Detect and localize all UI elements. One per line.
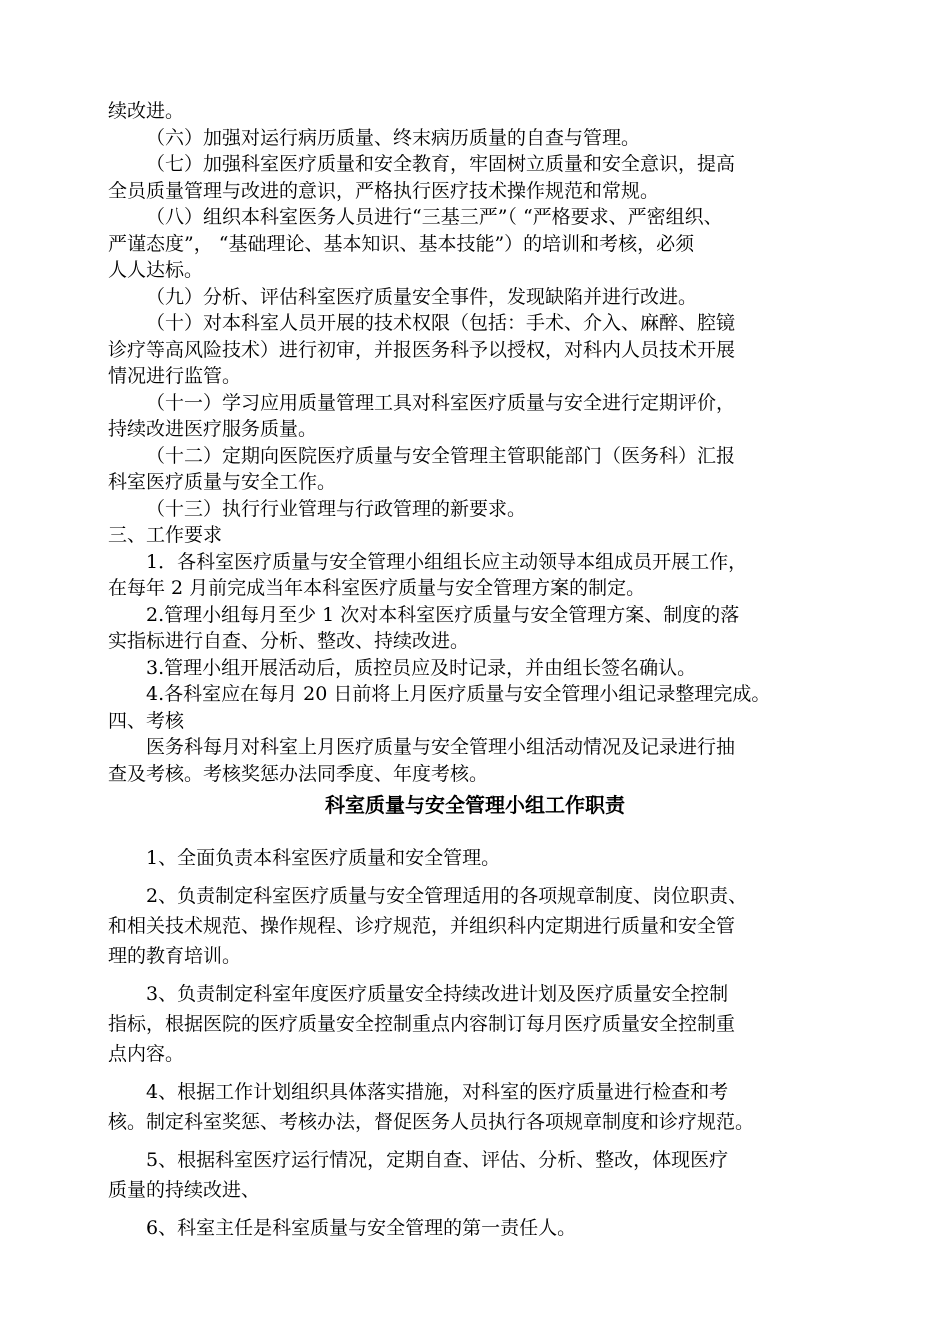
section-heading-assessment: 四、考核	[108, 709, 185, 732]
text-line: 查及考核。考核奖惩办法同季度、年度考核。	[108, 762, 489, 785]
text-line: 点内容。	[108, 1043, 185, 1065]
text-line: 人人达标。	[108, 259, 204, 281]
duty-paragraph-4	[108, 1077, 868, 1137]
text-line: 核。制定科室奖惩、考核办法，督促医务人员执行各项规章制度和诊疗规范。	[108, 1111, 755, 1133]
text-line: 和相关技术规范、操作规程、诊疗规范，并组织科内定期进行质量和安全管	[108, 915, 736, 937]
text-line: （七）加强科室医疗质量和安全教育，牢固树立质量和安全意识，提高	[146, 153, 736, 175]
text-line: 持续改进医疗服务质量。	[108, 418, 318, 440]
text-line: 严谨态度”， “基础理论、基本知识、基本技能”）的培训和考核，必须	[108, 232, 695, 255]
text-line: 情况进行监管。	[108, 365, 242, 387]
work-requirements-section	[108, 98, 868, 787]
text-line: 实指标进行自查、分析、整改、持续改进。	[108, 630, 470, 652]
text-line: （九）分析、评估科室医疗质量安全事件，发现缺陷并进行改进。	[146, 285, 698, 308]
text-line: 6、科室主任是科室质量与安全管理的第一责任人。	[146, 1217, 577, 1239]
duty-paragraph-5	[108, 1145, 868, 1205]
text-line: 2.管理小组每月至少 1 次对本科室医疗质量与安全管理方案、制度的落	[146, 603, 740, 626]
text-line: （十三）执行行业管理与行政管理的新要求。	[146, 497, 527, 520]
text-line: （十）对本科室人员开展的技术权限（包括：手术、介入、麻醉、腔镜	[146, 312, 736, 334]
duty-paragraph-2	[108, 881, 868, 971]
text-line: 3、负责制定科室年度医疗质量安全持续改进计划及医疗质量安全控制	[146, 983, 729, 1005]
text-line: （六）加强对运行病历质量、终末病历质量的自查与管理。	[146, 126, 641, 149]
duties-title: 科室质量与安全管理小组工作职责	[325, 793, 625, 817]
text-line: 科室医疗质量与安全工作。	[108, 471, 337, 493]
text-line: 续改进。	[108, 100, 185, 122]
text-line: 理的教育培训。	[108, 945, 242, 967]
text-line: （十二）定期向医院医疗质量与安全管理主管职能部门（医务科）汇报	[146, 444, 736, 467]
text-line: 4、根据工作计划组织具体落实措施，对科室的医疗质量进行检查和考	[146, 1081, 729, 1103]
text-line: 2、负责制定科室医疗质量与安全管理适用的各项规章制度、岗位职责、	[146, 885, 748, 907]
duties-section	[108, 843, 868, 1251]
text-line: 在每年 2 月前完成当年本科室医疗质量与安全管理方案的制定。	[108, 577, 646, 599]
duty-paragraph-6	[108, 1213, 868, 1243]
text-line: 质量的持续改进、	[108, 1179, 261, 1201]
duty-paragraph-3	[108, 979, 868, 1069]
text-line: （十一）学习应用质量管理工具对科室医疗质量与安全进行定期评价，	[146, 391, 736, 414]
text-line: 1、全面负责本科室医疗质量和安全管理。	[146, 847, 501, 869]
text-line: 全员质量管理与改进的意识，严格执行医疗技术操作规范和常规。	[108, 179, 660, 202]
text-line: 5、根据科室医疗运行情况，定期自查、评估、分析、整改，体现医疗	[146, 1149, 729, 1171]
duty-paragraph-1	[108, 843, 868, 873]
text-line: 1．各科室医疗质量与安全管理小组组长应主动领导本组成员开展工作，	[146, 550, 748, 573]
text-line: 医务科每月对科室上月医疗质量与安全管理小组活动情况及记录进行抽	[146, 736, 736, 758]
text-line: （八）组织本科室医务人员进行“三基三严”（ “严格要求、严密组织、	[146, 206, 723, 228]
text-line: 3.管理小组开展活动后，质控员应及时记录，并由组长签名确认。	[146, 656, 697, 679]
section-heading-requirements: 三、工作要求	[108, 524, 223, 546]
text-line: 诊疗等高风险技术）进行初审，并报医务科予以授权，对科内人员技术开展	[108, 338, 736, 361]
text-line: 4.各科室应在每月 20 日前将上月医疗质量与安全管理小组记录整理完成。	[146, 683, 771, 705]
text-line: 指标，根据医院的医疗质量安全控制重点内容制订每月医疗质量安全控制重	[108, 1013, 736, 1035]
